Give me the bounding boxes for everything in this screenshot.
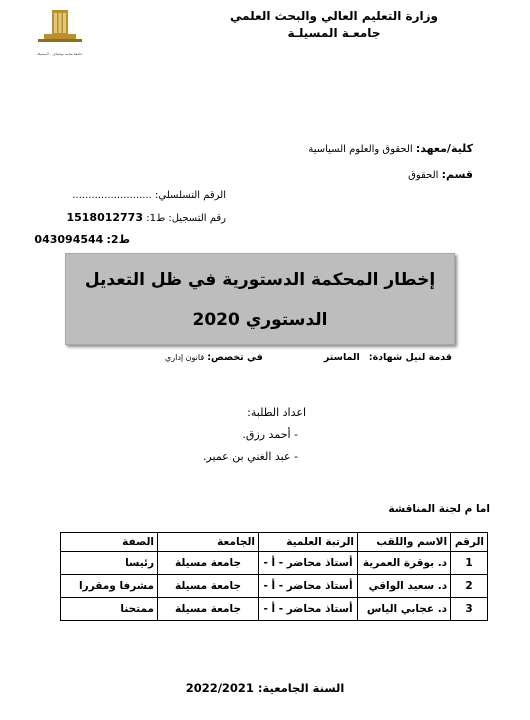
students-block — [203, 402, 306, 468]
degree-label: قدمة لنيل شهادة: — [368, 352, 452, 363]
faculty-value: الحقوق والعلوم السياسية — [308, 144, 413, 155]
students-heading: اعداد الطلبة: — [247, 406, 306, 419]
university-logo-icon — [24, 8, 96, 48]
member-role: مشرفا ومقررا — [61, 575, 158, 598]
committee-heading: اما م لجنة المناقشة — [388, 503, 490, 515]
table-row — [61, 598, 488, 621]
member-role: ممتحنا — [61, 598, 158, 621]
registration2-value: 043094544 — [34, 233, 104, 246]
specialty-value: قانون إداري — [165, 353, 205, 362]
registration2-label: ط2: — [106, 233, 130, 246]
serial-line — [30, 190, 226, 201]
member-university: جامعة مسيلة — [158, 598, 259, 621]
committee-table — [60, 532, 488, 621]
academic-year-label: السنة الجامعية: — [257, 681, 345, 695]
column-header-university: الجامعة — [158, 533, 259, 552]
department-label: قسم: — [441, 168, 473, 181]
registration-value: 1518012773 — [66, 211, 143, 224]
degree-line — [324, 352, 452, 363]
member-name: د. بوقرة العمرية — [358, 552, 451, 575]
registration-line — [30, 211, 226, 224]
table-row — [61, 552, 488, 575]
member-name: د. سعيد الواقي — [358, 575, 451, 598]
degree-value: الماستر — [323, 352, 360, 363]
table-row — [61, 575, 488, 598]
member-number: 3 — [451, 598, 488, 621]
ministry-name: وزارة التعليم العالي والبحث العلمي — [229, 9, 438, 23]
column-header-name: الاسم واللقب — [358, 533, 451, 552]
committee-header-row — [61, 533, 488, 552]
academic-year-line — [0, 681, 530, 695]
member-rank: أستاذ محاضر - أ - — [259, 575, 358, 598]
column-header-number: الرقم — [451, 533, 488, 552]
faculty-line — [308, 142, 473, 155]
university-name: جامعـة المسيلـة — [287, 26, 381, 40]
member-name: د. عجابي الياس — [358, 598, 451, 621]
department-value: الحقوق — [408, 170, 439, 181]
student-name: - أحمد رزق. — [242, 428, 298, 441]
member-rank: أستاذ محاضر - أ - — [259, 598, 358, 621]
academic-year-value: 2022/2021 — [185, 681, 254, 695]
university-logo — [24, 8, 96, 58]
department-line — [408, 168, 473, 181]
member-university: جامعة مسيلة — [158, 552, 259, 575]
member-rank: أستاذ محاضر - أ - — [259, 552, 358, 575]
serial-dots: ......................... — [72, 190, 152, 201]
thesis-title-line1: إخطار المحكمة الدستورية في ظل التعديل — [84, 270, 436, 290]
logo-caption: جامعة محمد بوضياف - المسيلة — [37, 52, 83, 56]
column-header-role: الصفة — [61, 533, 158, 552]
serial-label: الرقم التسلسلي: — [155, 190, 226, 201]
specialty-line — [165, 352, 263, 363]
faculty-label: كلية/معهد: — [415, 142, 473, 155]
specialty-label: في تخصص: — [207, 352, 263, 363]
member-number: 2 — [451, 575, 488, 598]
thesis-title-line2: الدستوري 2020 — [192, 310, 328, 330]
thesis-title-box — [65, 253, 455, 345]
institution-header — [230, 8, 438, 42]
registration2-line — [30, 233, 130, 246]
member-university: جامعة مسيلة — [158, 575, 259, 598]
member-number: 1 — [451, 552, 488, 575]
member-role: رئيسا — [61, 552, 158, 575]
column-header-rank: الرتبة العلمية — [259, 533, 358, 552]
registration-label: رقم التسجيل: ط1: — [146, 213, 226, 224]
student-name: - عبد الغني بن عمير. — [202, 450, 298, 463]
